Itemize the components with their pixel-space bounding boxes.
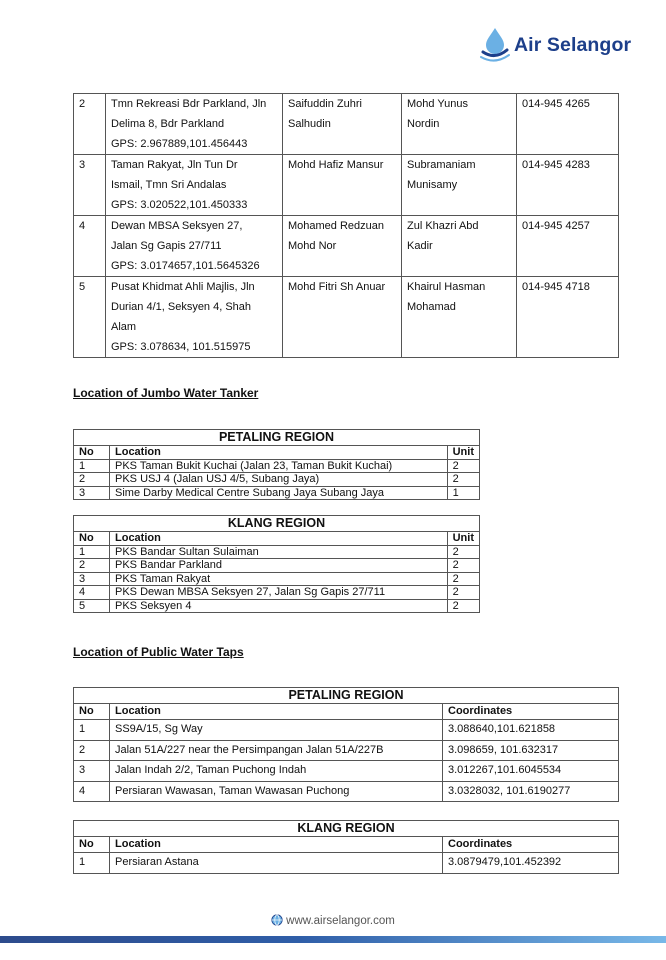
officer-cell	[402, 277, 517, 358]
officer-cell-line: Mohamad	[407, 301, 456, 313]
table-row	[74, 545, 480, 559]
officer-cell-line: Mohd Nor	[288, 240, 337, 252]
col-unit: Unit	[447, 532, 479, 546]
table-row	[74, 277, 619, 358]
officer-cell-line: Nordin	[407, 118, 440, 130]
row-number: 4	[74, 216, 106, 277]
cell-location: PKS USJ 4 (Jalan USJ 4/5, Subang Jaya)	[110, 473, 448, 487]
table-row	[74, 586, 480, 600]
location-cell-line: Tmn Rekreasi Bdr Parkland, Jln	[111, 98, 267, 110]
cell-location: Persiaran Astana	[110, 853, 443, 874]
cell-coordinates: 3.0328032, 101.6190277	[443, 781, 619, 802]
col-no: No	[74, 446, 110, 460]
website-link[interactable]: www.airselangor.com	[286, 915, 395, 927]
location-cell-line: GPS: 3.020522,101.450333	[111, 199, 248, 211]
cell-no: 2	[74, 559, 110, 573]
contacts-table	[73, 93, 619, 358]
phone-number: 014-945 4265	[517, 94, 619, 155]
cell-no: 3	[74, 486, 110, 500]
officer-cell	[283, 94, 402, 155]
location-cell	[106, 216, 283, 277]
cell-unit: 1	[447, 486, 479, 500]
table-row	[74, 94, 619, 155]
cell-no: 3	[74, 761, 110, 782]
table-row	[74, 473, 480, 487]
location-cell-line: Dewan MBSA Seksyen 27,	[111, 220, 243, 232]
row-number: 2	[74, 94, 106, 155]
footer-bar	[0, 936, 666, 943]
table-row	[74, 486, 480, 500]
officer-cell-line: Khairul Hasman	[407, 281, 486, 293]
location-cell-line: Pusat Khidmat Ahli Majlis, Jln	[111, 281, 255, 293]
location-cell-line: GPS: 2.967889,101.456443	[111, 138, 248, 150]
location-cell-line: Ismail, Tmn Sri Andalas	[111, 179, 227, 191]
col-no: No	[74, 532, 110, 546]
col-location: Location	[110, 532, 448, 546]
table-row	[74, 740, 619, 761]
col-no: No	[74, 837, 110, 853]
globe-icon	[271, 914, 283, 929]
location-cell-line: GPS: 3.0174657,101.5645326	[111, 260, 260, 272]
cell-location: PKS Taman Rakyat	[110, 572, 448, 586]
cell-location: PKS Seksyen 4	[110, 599, 448, 613]
cell-coordinates: 3.098659, 101.632317	[443, 740, 619, 761]
officer-cell-line: Mohd Yunus	[407, 98, 468, 110]
location-cell-line: Durian 4/1, Seksyen 4, Shah	[111, 301, 252, 313]
cell-location: PKS Taman Bukit Kuchai (Jalan 23, Taman Bukit Kuchai)	[110, 459, 448, 473]
officer-cell-line: Mohd Fitri Sh Anuar	[288, 281, 386, 293]
col-coordinates: Coordinates	[443, 704, 619, 720]
location-cell	[106, 155, 283, 216]
cell-no: 1	[74, 853, 110, 874]
phone-number: 014-945 4283	[517, 155, 619, 216]
taps-petaling-table	[73, 687, 619, 802]
cell-no: 2	[74, 473, 110, 487]
cell-no: 4	[74, 586, 110, 600]
table-row	[74, 459, 480, 473]
location-cell-line: Taman Rakyat, Jln Tun Dr	[111, 159, 238, 171]
cell-location: PKS Dewan MBSA Seksyen 27, Jalan Sg Gapis 27/711	[110, 586, 448, 600]
officer-cell	[402, 155, 517, 216]
air-selangor-logo	[478, 22, 648, 66]
cell-no: 2	[74, 740, 110, 761]
cell-no: 1	[74, 545, 110, 559]
cell-location: PKS Bandar Sultan Sulaiman	[110, 545, 448, 559]
table-row	[74, 853, 619, 874]
phone-number: 014-945 4257	[517, 216, 619, 277]
officer-cell	[283, 277, 402, 358]
table-row	[74, 155, 619, 216]
col-location: Location	[110, 837, 443, 853]
jumbo-tanker-heading: Location of Jumbo Water Tanker	[73, 386, 259, 400]
cell-no: 3	[74, 572, 110, 586]
region-title: PETALING REGION	[74, 688, 619, 704]
water-drop-icon	[478, 24, 512, 64]
location-cell-line: Alam	[111, 321, 137, 333]
cell-unit: 2	[447, 545, 479, 559]
table-row	[74, 216, 619, 277]
cell-no: 5	[74, 599, 110, 613]
footer	[0, 914, 666, 929]
cell-no: 4	[74, 781, 110, 802]
phone-number: 014-945 4718	[517, 277, 619, 358]
cell-location: PKS Bandar Parkland	[110, 559, 448, 573]
cell-unit: 2	[447, 473, 479, 487]
cell-location: Sime Darby Medical Centre Subang Jaya Subang Jaya	[110, 486, 448, 500]
cell-coordinates: 3.088640,101.621858	[443, 720, 619, 741]
officer-cell-line: Munisamy	[407, 179, 458, 191]
col-location: Location	[110, 704, 443, 720]
cell-no: 1	[74, 459, 110, 473]
row-number: 5	[74, 277, 106, 358]
cell-coordinates: 3.0879479,101.452392	[443, 853, 619, 874]
brand-name: Air Selangor	[514, 34, 632, 56]
col-coordinates: Coordinates	[443, 837, 619, 853]
officer-cell-line: Mohamed Redzuan	[288, 220, 385, 232]
jumbo-petaling-table	[73, 429, 480, 500]
water-taps-heading: Location of Public Water Taps	[73, 645, 244, 659]
col-location: Location	[110, 446, 448, 460]
cell-no: 1	[74, 720, 110, 741]
cell-coordinates: 3.012267,101.6045534	[443, 761, 619, 782]
officer-cell-line: Salhudin	[288, 118, 331, 130]
cell-unit: 2	[447, 586, 479, 600]
cell-unit: 2	[447, 459, 479, 473]
officer-cell-line: Subramaniam	[407, 159, 476, 171]
location-cell-line: Jalan Sg Gapis 27/711	[111, 240, 222, 252]
officer-cell-line: Kadir	[407, 240, 433, 252]
officer-cell	[283, 216, 402, 277]
taps-klang-table	[73, 820, 619, 874]
cell-unit: 2	[447, 599, 479, 613]
cell-unit: 2	[447, 559, 479, 573]
cell-location: Jalan 51A/227 near the Persimpangan Jalan 51A/227B	[110, 740, 443, 761]
row-number: 3	[74, 155, 106, 216]
table-row	[74, 720, 619, 741]
cell-location: Persiaran Wawasan, Taman Wawasan Puchong	[110, 781, 443, 802]
cell-location: SS9A/15, Sg Way	[110, 720, 443, 741]
table-row	[74, 572, 480, 586]
col-unit: Unit	[447, 446, 479, 460]
location-cell	[106, 94, 283, 155]
region-title: KLANG REGION	[74, 516, 480, 532]
officer-cell	[402, 216, 517, 277]
officer-cell-line: Mohd Hafiz Mansur	[288, 159, 384, 171]
officer-cell	[402, 94, 517, 155]
table-row	[74, 761, 619, 782]
location-cell	[106, 277, 283, 358]
table-row	[74, 781, 619, 802]
location-cell-line: GPS: 3.078634, 101.515975	[111, 341, 251, 353]
officer-cell-line: Saifuddin Zuhri	[288, 98, 362, 110]
table-row	[74, 559, 480, 573]
cell-location: Jalan Indah 2/2, Taman Puchong Indah	[110, 761, 443, 782]
col-no: No	[74, 704, 110, 720]
location-cell-line: Delima 8, Bdr Parkland	[111, 118, 225, 130]
table-row	[74, 599, 480, 613]
cell-unit: 2	[447, 572, 479, 586]
region-title: PETALING REGION	[74, 430, 480, 446]
jumbo-klang-table	[73, 515, 480, 613]
officer-cell-line: Zul Khazri Abd	[407, 220, 479, 232]
region-title: KLANG REGION	[74, 821, 619, 837]
officer-cell	[283, 155, 402, 216]
